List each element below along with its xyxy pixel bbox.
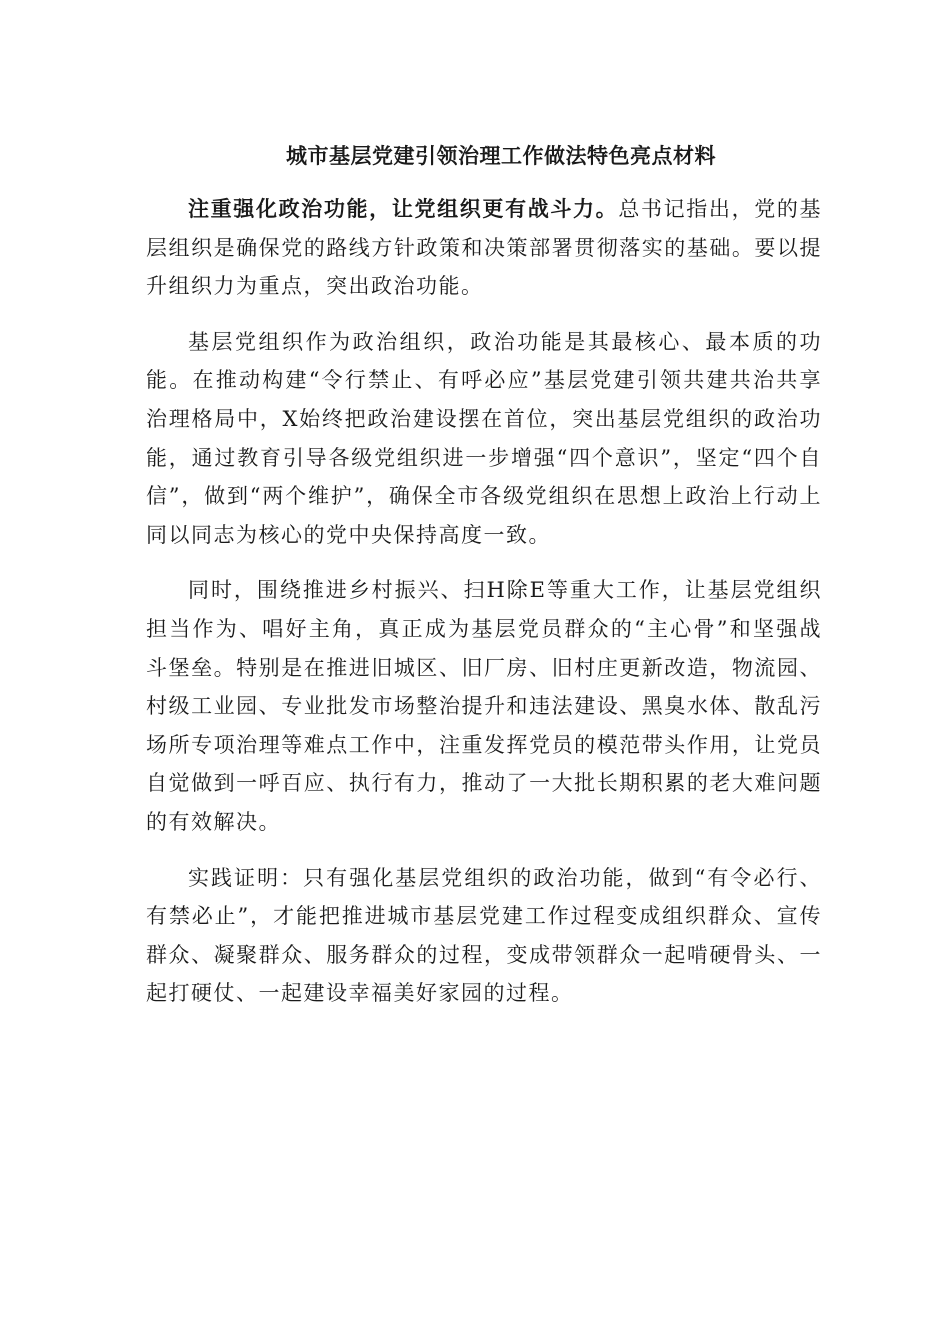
paragraph-1-text: 总书记指出，党的基层组织是确保党的路线方针政策和决策部署贯彻落实的基础。要以提升组织力为重点，突出政治功能。 xyxy=(146,197,823,299)
paragraph-3 xyxy=(146,571,822,841)
paragraph-2 xyxy=(146,323,822,555)
paragraph-3-text: 同时，围绕推进乡村振兴、扫H除E等重大工作，让基层党组织担当作为、唱好主角，真正成为基层党员群众的“主心骨”和坚强战斗堡垒。特别是在推进旧城区、旧厂房、旧村庄更新改造，物流园、村级工业园、专业批发市场整治提升和违法建设、黑臭水体、散乱污场所专项治理等难点工作中，注重发挥党员的模范带头作用，让党员自觉做到一呼百应、执行有力，推动了一大批长期积累的老大难问题的有效解决。 xyxy=(146,578,822,834)
paragraph-4 xyxy=(146,859,822,1013)
paragraph-2-text: 基层党组织作为政治组织，政治功能是其最核心、最本质的功能。在推动构建“令行禁止、有呼必应”基层党建引领共建共治共享治理格局中，X始终把政治建设摆在首位，突出基层党组织的政治功能，通过教育引导各级党组织进一步增强“四个意识”，坚定“四个自信”，做到“两个维护”，确保全市各级党组织在思想上政治上行动上同以同志为核心的党中央保持高度一致。 xyxy=(146,329,822,547)
paragraph-1-lead: 注重强化政治功能，让党组织更有战斗力。 xyxy=(188,196,619,221)
paragraph-4-text: 实践证明：只有强化基层党组织的政治功能，做到“有令必行、有禁必止”，才能把推进城市基层党建工作过程变成组织群众、宣传群众、凝聚群众、服务群众的过程，变成带领群众一起啃硬骨头、一起打硬仗、一起建设幸福美好家园的过程。 xyxy=(146,865,822,1006)
paragraph-1 xyxy=(146,190,822,306)
document-body xyxy=(146,190,822,1013)
document-title: 城市基层党建引领治理工作做法特色亮点材料 xyxy=(286,143,716,168)
